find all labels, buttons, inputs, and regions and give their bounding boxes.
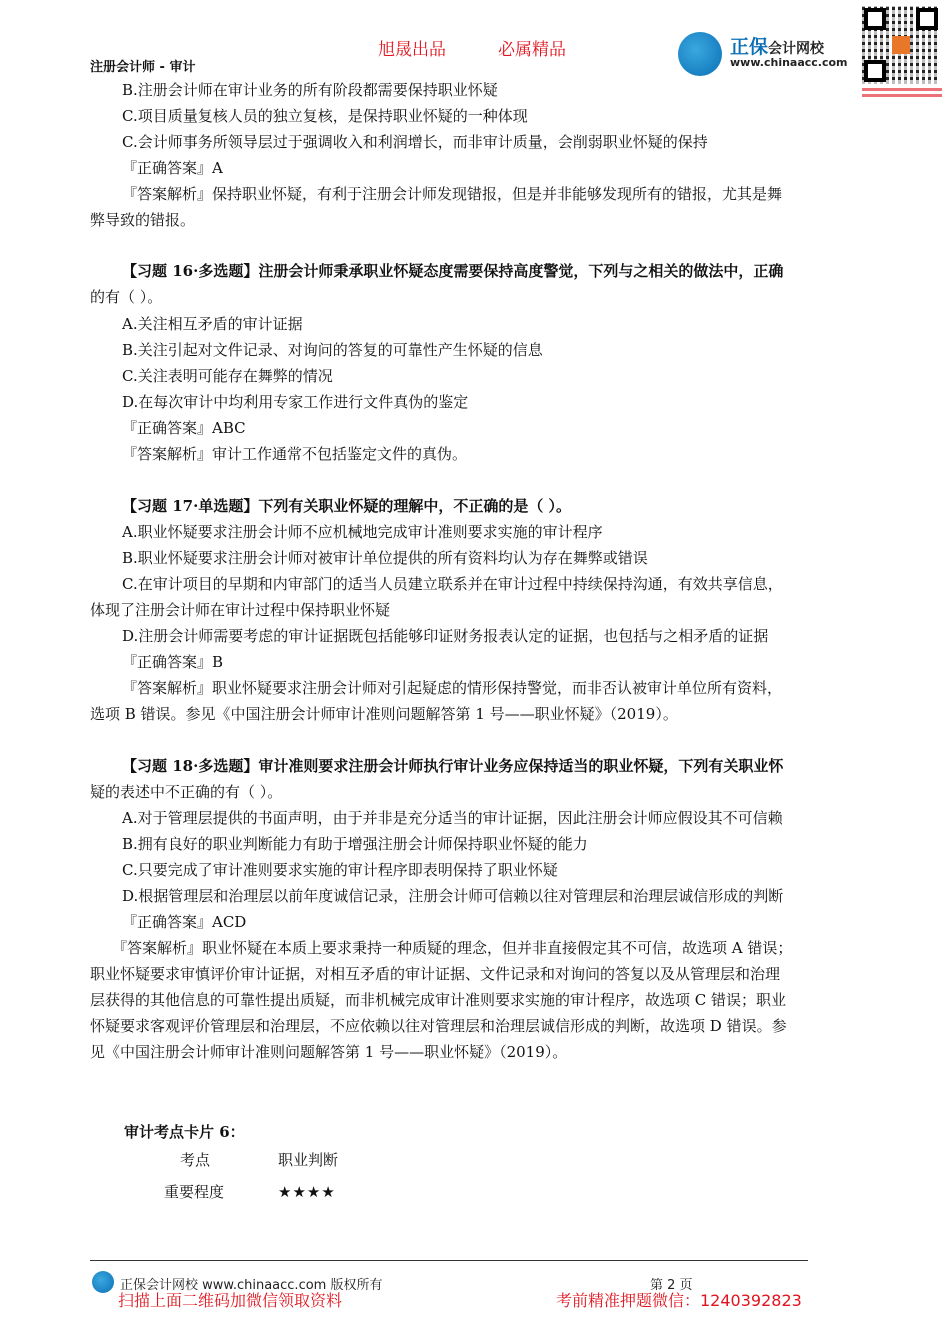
answer-line: 『正确答案』ABC [122, 419, 246, 437]
footer-brand: 正保会计网校 www.chinaacc.com 版权所有 [120, 1278, 383, 1293]
logo-sub: 会计网校 [768, 41, 825, 57]
option-line: B.关注引起对文件记录、对询问的答复的可靠性产生怀疑的信息 [122, 341, 543, 359]
option-line: C.只要完成了审计准则要求实施的审计程序即表明保持了职业怀疑 [122, 861, 558, 879]
footer-promo-left: 扫描上面二维码加微信领取资料 [118, 1291, 343, 1310]
text-line: C.会计师事务所领导层过于强调收入和利润增长，而非审计质量，会削弱职业怀疑的保持 [122, 133, 708, 151]
header-slogan-left: 旭晟出品 [378, 40, 446, 60]
header-slogan-right: 必属精品 [498, 40, 566, 60]
card-point-value: 职业判断 [278, 1151, 339, 1169]
text-line: 『正确答案』A [122, 159, 223, 177]
option-line: C.在审计项目的早期和内审部门的适当人员建立联系并在审计过程中持续保持沟通，有效共享信息， [122, 575, 783, 593]
text-line: 疑的表述中不正确的有（ ）。 [90, 783, 283, 801]
text-line: 体现了注册会计师在审计过程中保持职业怀疑 [90, 601, 391, 619]
option-line: A.职业怀疑要求注册会计师不应机械地完成审计准则要求实施的审计程序 [122, 523, 603, 541]
qr-center-logo-icon [892, 36, 910, 54]
option-line: D.根据管理层和治理层以前年度诚信记录，注册会计师可信赖以往对管理层和治理层诚信形成的判断 [122, 887, 784, 905]
text-line: 选项 B 错误。参见《中国注册会计师审计准则问题解答第 1 号——职业怀疑》（2019）。 [90, 705, 678, 723]
text-line: C.项目质量复核人员的独立复核，是保持职业怀疑的一种体现 [122, 107, 528, 125]
text-line: 的有（ ）。 [90, 288, 163, 306]
text-line: B.注册会计师在审计业务的所有阶段都需要保持职业怀疑 [122, 81, 498, 99]
card-importance-label: 重要程度 [164, 1183, 225, 1201]
question-17-stem: 【习题 17·单选题】下列有关职业怀疑的理解中，不正确的是（ ）。 [122, 497, 572, 515]
option-line: C.关注表明可能存在舞弊的情况 [122, 367, 333, 385]
card-point-label: 考点 [180, 1151, 211, 1169]
card-importance-stars: ★★★★ [278, 1183, 336, 1201]
option-line: B.拥有良好的职业判断能力有助于增强注册会计师保持职业怀疑的能力 [122, 835, 588, 853]
logo-emblem-icon [678, 32, 722, 76]
footer-logo-icon [92, 1271, 114, 1293]
option-line: D.注册会计师需要考虑的审计证据既包括能够印证财务报表认定的证据，也包括与之相矛盾的证据 [122, 627, 769, 645]
text-line: 『答案解析』保持职业怀疑，有利于注册会计师发现错报，但是并非能够发现所有的错报，尤其是舞 [122, 185, 783, 203]
footer-promo-right: 考前精准押题微信：1240392823 [556, 1291, 802, 1310]
brand-logo [678, 28, 858, 78]
footer-page-number: 第 2 页 [650, 1278, 693, 1293]
analysis-line: 『答案解析』职业怀疑在本质上要求秉持一种质疑的理念，但并非直接假定其不可信，故选项 A 错误； [112, 939, 793, 957]
footer-divider [90, 1260, 808, 1261]
logo-url: www.chinaacc.com [730, 56, 848, 69]
option-line: A.对于管理层提供的书面声明，由于并非是充分适当的审计证据，因此注册会计师应假设其不可信赖 [122, 809, 783, 827]
analysis-line: 『答案解析』审计工作通常不包括鉴定文件的真伪。 [122, 445, 468, 463]
option-line: B.职业怀疑要求注册会计师对被审计单位提供的所有资料均认为存在舞弊或错误 [122, 549, 648, 567]
text-line: 怀疑要求客观评价管理层和治理层，不应依赖以往对管理层和治理层诚信形成的判断，故选项 D 错误。参 [90, 1017, 787, 1035]
answer-line: 『正确答案』ACD [122, 913, 247, 931]
text-line: 弊导致的错报。 [90, 211, 196, 229]
option-line: A.关注相互矛盾的审计证据 [122, 315, 303, 333]
card-title: 审计考点卡片 6： [124, 1123, 245, 1141]
text-line: 层获得的其他信息的可靠性提出质疑，而非机械完成审计准则要求实施的审计程序，故选项 C 错误；职业 [90, 991, 787, 1009]
question-18-stem: 【习题 18·多选题】审计准则要求注册会计师执行审计业务应保持适当的职业怀疑，下列有关职业怀 [122, 757, 784, 775]
logo-name: 正保 [730, 36, 769, 58]
question-16-stem: 【习题 16·多选题】注册会计师秉承职业怀疑态度需要保持高度警觉，下列与之相关的做法中，正确 [122, 262, 784, 280]
doc-title: 注册会计师 - 审计 [90, 60, 196, 75]
analysis-line: 『答案解析』职业怀疑要求注册会计师对引起疑虑的情形保持警觉，而非否认被审计单位所有资料， [122, 679, 783, 697]
qr-code [862, 6, 942, 106]
text-line: 职业怀疑要求审慎评价审计证据，对相互矛盾的审计证据、文件记录和对询问的答复以及从管理层和治理 [90, 965, 781, 983]
text-line: 见《中国注册会计师审计准则问题解答第 1 号——职业怀疑》（2019）。 [90, 1043, 568, 1061]
option-line: D.在每次审计中均利用专家工作进行文件真伪的鉴定 [122, 393, 469, 411]
answer-line: 『正确答案』B [122, 653, 224, 671]
